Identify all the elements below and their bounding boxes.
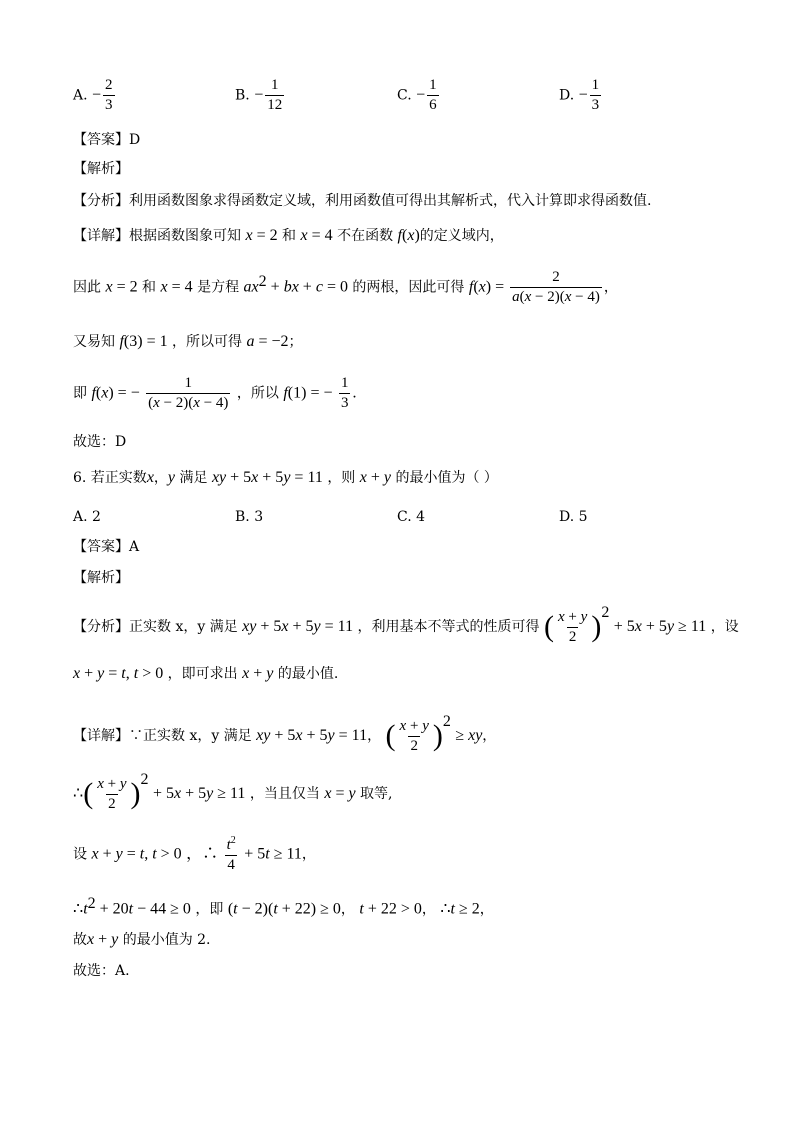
q5-detail-line-1: 【详解】根据函数图象可知 x = 2 和 x = 4 不在函数 f(x)的定义域内， <box>73 227 504 244</box>
q5-detail-line-2: 因此 x = 2 和 x = 4 是方程 $ax^2$ + bx + c = 0 的两根，因此可得 f(x) = $\frac{2}{a(x - 2)(x - 4)}$ ， <box>73 269 618 305</box>
fraction: $\frac{x + y}{2}$ <box>558 608 588 645</box>
q6-detail-line-1: 【详解】∵正实数 x，y 满足 xy + 5x + 5y = 11， ( $\frac{x + y}{2}$ )$^2$ ≥ xy， <box>73 713 497 754</box>
fraction: $\frac{1}{12}$ <box>267 77 283 113</box>
fraction: $\frac{t^2}{4}$ <box>226 835 236 873</box>
q6-choose: 故选：A. <box>73 963 130 979</box>
q6-detail-line-2: ∴( $\frac{x + y}{2}$ )$^2$ + 5x + 5y ≥ 11 ，当且仅当 x = y 取等, <box>73 771 393 812</box>
q6-analysis-label: 【解析】 <box>73 570 129 586</box>
fraction: $\frac{1}{3}$ <box>591 77 600 113</box>
fraction: $\frac{2}{a(x - 2)(x - 4)}$ <box>512 269 600 305</box>
q6-option-c: C. 4 <box>397 509 426 525</box>
q6-answer-line: 【答案】A <box>73 539 140 555</box>
q5-option-d: D. − $\frac{1}{3}$ <box>559 77 600 113</box>
q6-detail-line-4: $\therefore t^2 + 20t - 44 \ge 0$ ，即 (t − 2)(t + 22) ≥ 0， t + 22 > 0， ∴t ≥ 2， <box>73 895 494 918</box>
q5-option-a: A. − $\frac{2}{3}$ <box>73 77 113 113</box>
q6-fenxi-line-2: x + y = t, t > 0 ，即可求出 x + y 的最小值. <box>73 665 339 682</box>
fraction: $\frac{2}{3}$ <box>105 77 113 113</box>
q6-option-a: A. 2 <box>73 509 101 525</box>
q5-answer-line: 【答案】D <box>73 132 141 148</box>
fraction: $\frac{1}{3}$ <box>340 375 349 411</box>
q6-option-b: B. 3 <box>235 509 264 525</box>
q6-detail-line-5: 故x + y 的最小值为 2. <box>73 931 211 948</box>
q6-option-d: D. 5 <box>559 509 588 525</box>
fraction: $\frac{1}{6}$ <box>429 77 437 113</box>
q6-stem: 6. 若正实数x，y 满足 xy + 5x + 5y = 11 ，则 x + y 的最小值为（ ） <box>73 469 498 486</box>
q5-detail-line-4: 即 f(x) = − $\frac{1}{(x - 2)(x - 4)}$ ，所以 f(1) = − $\frac{1}{3}$ . <box>73 375 357 411</box>
q5-fenxi-line: 【分析】利用函数图象求得函数定义域，利用函数值可得出其解析式，代入计算即求得函数值. <box>73 193 652 209</box>
q6-fenxi-line-1: 【分析】正实数 x，y 满足 xy + 5x + 5y = 11 ，利用基本不等式的性质可得 ( $\frac{x + y}{2}$ )$^2$ + 5x + 5y ≥ 11 ，设 <box>73 604 739 645</box>
fraction: $\frac{x + y}{2}$ <box>97 775 127 812</box>
q5-choose: 故选：D <box>73 434 127 450</box>
q5-detail-line-3: 又易知 f(3) = 1 ，所以可得 a = −2； <box>73 333 303 350</box>
q5-analysis-label: 【解析】 <box>73 161 129 177</box>
fraction: $\frac{1}{(x - 2)(x - 4)}$ <box>148 375 229 411</box>
q5-option-c: C. − $\frac{1}{6}$ <box>397 77 437 113</box>
q6-detail-line-3: 设 x + y = t, t > 0 ，∴ $\frac{t^2}{4}$ + 5t ≥ 11， <box>73 835 316 873</box>
fraction: $\frac{x + y}{2}$ <box>399 717 429 754</box>
q5-option-b: B. − $\frac{1}{12}$ <box>235 77 283 113</box>
